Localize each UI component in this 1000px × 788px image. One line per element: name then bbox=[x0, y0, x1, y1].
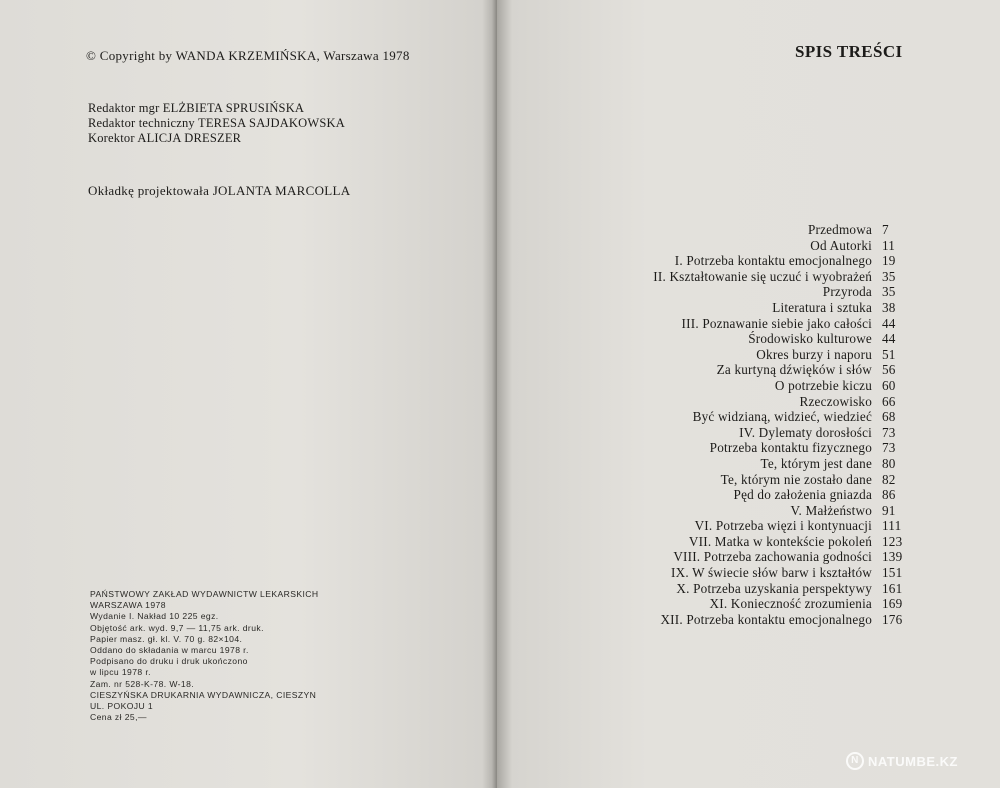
editorial-credits bbox=[88, 101, 345, 146]
toc-entry-page: 123 bbox=[882, 533, 903, 549]
toc-entry-title: Przedmowa bbox=[807, 222, 872, 237]
toc-entry bbox=[560, 238, 910, 254]
imprint-line: CIESZYŃSKA DRUKARNIA WYDAWNICZA, CIESZYN bbox=[90, 689, 317, 700]
toc-entry-page: 161 bbox=[882, 580, 903, 596]
toc-entry bbox=[560, 409, 910, 425]
toc-entry-page: 86 bbox=[882, 487, 896, 503]
toc-entry bbox=[560, 347, 910, 363]
cover-designer-line: Okładkę projektowała JOLANTA MARCOLLA bbox=[88, 183, 351, 198]
imprint-line: UL. POKOJU 1 bbox=[90, 701, 154, 712]
table-of-contents bbox=[560, 222, 910, 627]
toc-entry-page: 169 bbox=[882, 596, 903, 612]
toc-entry bbox=[560, 269, 910, 285]
toc-entry bbox=[560, 456, 910, 472]
imprint-line: Cena zł 25,— bbox=[90, 712, 147, 723]
toc-entry bbox=[560, 549, 910, 565]
toc-entry-title: Środowisko kulturowe bbox=[748, 331, 872, 347]
toc-entry-title: Przyroda bbox=[822, 284, 872, 300]
toc-entry-page: 38 bbox=[882, 299, 896, 315]
toc-entry bbox=[560, 581, 910, 597]
toc-entry-page: 82 bbox=[882, 471, 896, 487]
toc-entry bbox=[560, 440, 910, 456]
imprint-line: WARSZAWA 1978 bbox=[90, 600, 166, 611]
toc-entry bbox=[560, 612, 910, 628]
toc-entry-page: 111 bbox=[882, 518, 902, 534]
credit-line: Redaktor techniczny TERESA SAJDAKOWSKA bbox=[88, 116, 345, 130]
toc-entry-title: Od Autorki bbox=[810, 237, 872, 253]
toc-entry-title: VIII. Potrzeba zachowania godności bbox=[673, 549, 872, 565]
toc-entry bbox=[560, 565, 910, 581]
toc-entry bbox=[560, 362, 910, 378]
left-page bbox=[0, 0, 497, 788]
imprint-line: Objętość ark. wyd. 9,7 — 11,75 ark. druk. bbox=[90, 622, 264, 633]
toc-entry-page: 51 bbox=[882, 346, 896, 362]
toc-entry-page: 73 bbox=[882, 440, 896, 456]
toc-entry-title: Okres burzy i naporu bbox=[756, 346, 872, 362]
imprint-line: Podpisano do druku i druk ukończono bbox=[90, 656, 248, 667]
toc-entry-page: 44 bbox=[882, 331, 896, 347]
toc-entry-title: Rzeczowisko bbox=[799, 393, 872, 409]
toc-entry-title: VII. Matka w kontekście pokoleń bbox=[688, 533, 872, 549]
watermark-text: NATUMBE.KZ bbox=[868, 753, 958, 769]
toc-entry bbox=[560, 284, 910, 300]
credit-line: Korektor ALICJA DRESZER bbox=[88, 131, 242, 145]
toc-entry-page: 35 bbox=[882, 268, 896, 284]
toc-entry-title: III. Poznawanie siebie jako całości bbox=[681, 315, 872, 331]
toc-entry-page: 7 bbox=[882, 222, 889, 237]
toc-entry bbox=[560, 534, 910, 550]
imprint-line: Papier masz. gł. kl. V. 70 g. 82×104. bbox=[90, 633, 243, 644]
toc-entry-title: Potrzeba kontaktu fizycznego bbox=[709, 440, 872, 456]
watermark-logo-icon: N bbox=[846, 752, 864, 770]
toc-entry bbox=[560, 596, 910, 612]
toc-title: SPIS TREŚCI bbox=[795, 42, 903, 61]
toc-entry bbox=[560, 316, 910, 332]
toc-entry-page: 73 bbox=[882, 424, 896, 440]
toc-entry-title: I. Potrzeba kontaktu emocjonalnego bbox=[674, 253, 872, 269]
toc-entry bbox=[560, 253, 910, 269]
toc-entry bbox=[560, 425, 910, 441]
toc-entry-page: 44 bbox=[882, 315, 896, 331]
toc-entry bbox=[560, 300, 910, 316]
toc-entry-title: IV. Dylematy dorosłości bbox=[739, 424, 872, 440]
toc-entry-page: 68 bbox=[882, 409, 896, 425]
imprint-line: PAŃSTWOWY ZAKŁAD WYDAWNICTW LEKARSKICH bbox=[90, 589, 319, 599]
credit-line: Redaktor mgr ELŻBIETA SPRUSIŃSKA bbox=[88, 101, 305, 115]
toc-entry-title: O potrzebie kiczu bbox=[774, 377, 872, 393]
imprint-line: Oddano do składania w marcu 1978 r. bbox=[90, 645, 249, 656]
toc-entry-title: Te, którym jest dane bbox=[760, 455, 872, 471]
publisher-imprint bbox=[90, 589, 318, 723]
toc-entry-title: VI. Potrzeba więzi i kontynuacji bbox=[694, 518, 872, 534]
toc-entry-title: X. Potrzeba uzyskania perspektywy bbox=[676, 580, 872, 596]
toc-entry-page: 151 bbox=[882, 565, 903, 581]
toc-entry-title: Te, którym nie zostało dane bbox=[720, 471, 872, 487]
imprint-line: Wydanie I. Nakład 10 225 egz. bbox=[90, 611, 219, 622]
toc-entry bbox=[560, 472, 910, 488]
copyright-line: © Copyright by WANDA KRZEMIŃSKA, Warszawa 1978 bbox=[86, 48, 410, 63]
toc-entry bbox=[560, 487, 910, 503]
toc-entry-title: II. Kształtowanie się uczuć i wyobrażeń bbox=[653, 268, 872, 284]
toc-entry-title: IX. W świecie słów barw i kształtów bbox=[671, 565, 872, 581]
toc-entry bbox=[560, 222, 910, 238]
toc-entry-page: 80 bbox=[882, 455, 896, 471]
toc-entry-page: 91 bbox=[882, 502, 896, 518]
imprint-line: Zam. nr 528-K-78. W-18. bbox=[90, 678, 195, 689]
toc-entry bbox=[560, 394, 910, 410]
toc-entry bbox=[560, 518, 910, 534]
toc-entry-page: 60 bbox=[882, 377, 896, 393]
toc-entry-title: Być widzianą, widzieć, wiedzieć bbox=[692, 409, 872, 425]
imprint-line: w lipcu 1978 r. bbox=[90, 667, 151, 678]
toc-entry-title: XII. Potrzeba kontaktu emocjonalnego bbox=[660, 611, 872, 627]
toc-entry-title: Literatura i sztuka bbox=[772, 299, 872, 315]
toc-entry bbox=[560, 503, 910, 519]
toc-entry-page: 35 bbox=[882, 284, 896, 300]
toc-entry bbox=[560, 378, 910, 394]
toc-entry bbox=[560, 331, 910, 347]
toc-entry-page: 66 bbox=[882, 393, 896, 409]
toc-entry-title: V. Małżeństwo bbox=[790, 502, 872, 518]
toc-entry-page: 56 bbox=[882, 362, 896, 378]
toc-entry-page: 19 bbox=[882, 253, 896, 269]
toc-entry-title: XI. Konieczność zrozumienia bbox=[709, 596, 872, 612]
toc-entry-title: Pęd do założenia gniazda bbox=[733, 487, 872, 503]
toc-entry-title: Za kurtyną dźwięków i słów bbox=[716, 362, 872, 378]
toc-entry-page: 139 bbox=[882, 549, 903, 565]
watermark bbox=[846, 752, 958, 770]
toc-entry-page: 11 bbox=[882, 237, 896, 253]
toc-entry-page: 176 bbox=[882, 611, 903, 627]
